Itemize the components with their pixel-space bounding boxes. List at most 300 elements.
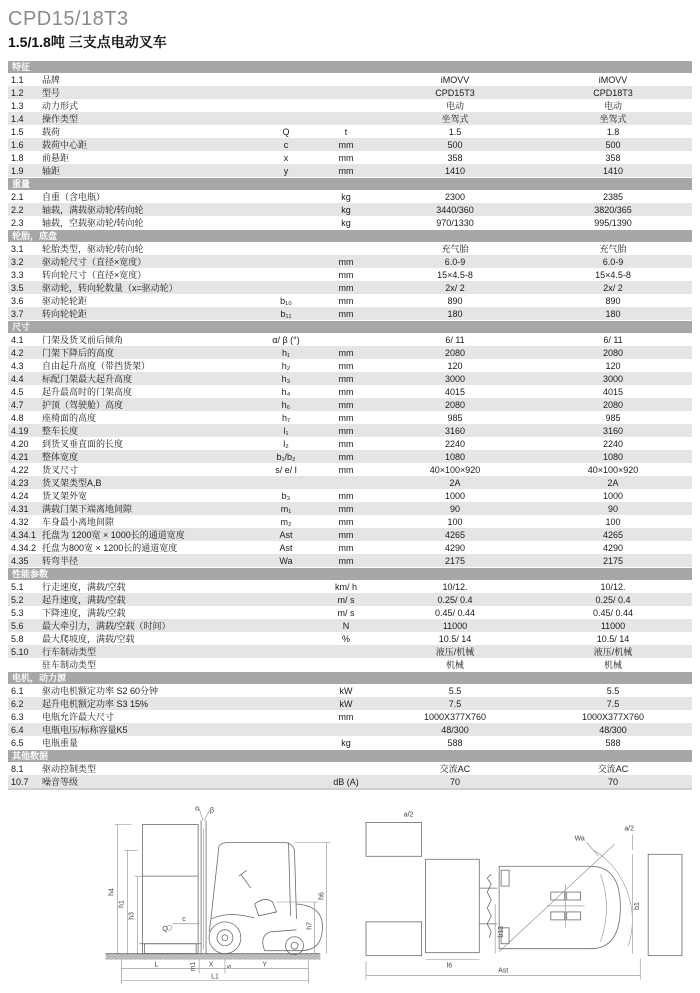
row-symbol: c — [283, 139, 289, 150]
row-unit: kg — [341, 737, 351, 748]
section-header: 性能参数 — [8, 568, 692, 580]
dim-label-h3: h3 — [128, 912, 136, 920]
value-model1: 2A — [449, 477, 461, 488]
value-model1: 358 — [447, 152, 463, 163]
row-label: 驱动控制类型 — [42, 764, 97, 774]
row-unit: mm — [338, 282, 354, 293]
value-model1: 11000 — [442, 620, 468, 631]
table-row — [8, 112, 692, 125]
row-label: 转向轮尺寸（直径×宽度） — [42, 270, 147, 280]
value-model1: 0.45/ 0.44 — [434, 607, 476, 618]
value-model2: 2080 — [602, 347, 624, 358]
value-model2: 995/1390 — [594, 217, 632, 228]
side-view-drawing — [60, 804, 358, 993]
page-title: CPD15/18T3 — [8, 8, 129, 30]
value-model2: 15×4.5-8 — [595, 269, 631, 280]
value-model1: 2300 — [444, 191, 466, 202]
row-number: 1.2 — [11, 87, 24, 98]
row-label: 到货叉垂直面的长度 — [42, 439, 124, 449]
row-label: 护顶（驾驶舱）高度 — [42, 400, 124, 410]
dim-label-Ast: Ast — [498, 967, 509, 975]
row-label: 满载门架下端离地间隙 — [42, 504, 133, 514]
value-model2: 1.8 — [606, 126, 620, 137]
dim-label-b1: b1 — [634, 902, 642, 910]
table-row — [8, 463, 692, 476]
row-number: 4.22 — [11, 464, 29, 475]
table-row — [8, 359, 692, 372]
table-row — [8, 541, 692, 554]
value-model2: 1080 — [602, 451, 624, 462]
table-row — [8, 606, 692, 619]
row-label: 驱动电机额定功率 S2 60分钟 — [42, 686, 159, 696]
value-model1: 588 — [447, 737, 463, 748]
row-label: 托盘为 1200宽 × 1000长的通道宽度 — [42, 530, 185, 540]
table-row — [8, 554, 692, 567]
row-symbol: m₁ — [280, 503, 292, 514]
row-unit: % — [341, 633, 350, 644]
table-row — [8, 515, 692, 528]
value-model1: 坐驾式 — [441, 114, 469, 124]
row-number: 4.1 — [11, 334, 24, 345]
table-row — [8, 528, 692, 541]
row-label: 轴距 — [42, 166, 61, 176]
table-row — [8, 164, 692, 177]
row-label: 电瓶电压/标称容量K5 — [42, 725, 128, 735]
row-label: 托盘为800宽 × 1200长的通道宽度 — [42, 543, 178, 553]
row-number: 4.5 — [11, 386, 24, 397]
row-label: 起升电机额定功率 S3 15% — [42, 699, 149, 709]
row-label: 起升速度，满载/空载 — [42, 595, 126, 605]
value-model1: 1000 — [444, 490, 466, 501]
row-unit: mm — [338, 139, 354, 150]
row-label: 最大牵引力，满载/空载（时间） — [42, 621, 171, 631]
value-model1: 10/12. — [442, 581, 468, 592]
row-unit: mm — [338, 295, 354, 306]
row-unit: mm — [338, 399, 354, 410]
value-model2: 1000 — [602, 490, 624, 501]
table-row — [8, 333, 692, 346]
value-model1: 0.25/ 0.4 — [437, 594, 473, 605]
table-row — [8, 99, 692, 112]
value-model1: 985 — [447, 412, 463, 423]
value-model2: 4015 — [602, 386, 624, 397]
row-number: 2.2 — [11, 204, 24, 215]
value-model1: 2080 — [444, 399, 466, 410]
row-number: 1.1 — [11, 74, 24, 85]
row-unit: m/ s — [337, 594, 355, 605]
row-unit: mm — [338, 386, 354, 397]
table-row — [8, 775, 692, 788]
row-label: 货叉架外宽 — [42, 491, 88, 501]
row-unit: mm — [338, 490, 354, 501]
row-number: 4.31 — [11, 503, 29, 514]
section-header: 重量 — [8, 178, 692, 190]
value-model2: 7.5 — [606, 698, 620, 709]
value-model1: 100 — [447, 516, 463, 527]
row-symbol: h₂ — [281, 360, 291, 371]
value-model2: 交流AC — [597, 764, 629, 774]
row-number: 5.10 — [11, 646, 29, 657]
value-model2: 40×100×920 — [587, 464, 639, 475]
row-unit: mm — [338, 152, 354, 163]
section-header: 尺寸 — [8, 321, 692, 333]
row-number: 4.3 — [11, 360, 24, 371]
forks — [479, 874, 497, 938]
row-number: 4.34.1 — [11, 529, 37, 540]
table-row — [8, 619, 692, 632]
table-row — [8, 242, 692, 255]
row-unit: mm — [338, 256, 354, 267]
value-model1: 充气胎 — [441, 244, 469, 254]
row-label: 起升最高时的门架高度 — [42, 387, 133, 397]
table-row — [8, 593, 692, 606]
row-number: 4.24 — [11, 490, 29, 501]
truck-top-view — [499, 866, 620, 948]
table-row — [8, 203, 692, 216]
wall-right — [648, 854, 682, 955]
dim-label-h1: h1 — [118, 900, 126, 908]
technical-drawings — [8, 804, 692, 993]
ast-dimension — [366, 959, 640, 980]
table-row — [8, 190, 692, 203]
value-model1: 1000X377X760 — [423, 711, 487, 722]
value-model1: 2175 — [444, 555, 466, 566]
dim-label-X: X — [208, 961, 214, 969]
table-row — [8, 632, 692, 645]
dim-label-m1: m1 — [190, 961, 198, 972]
row-number: 4.2 — [11, 347, 24, 358]
row-unit: km/ h — [334, 581, 357, 592]
table-row — [8, 138, 692, 151]
row-label: 载荷中心距 — [42, 140, 88, 150]
row-symbol: Ast — [279, 542, 293, 553]
value-model2: 48/300 — [599, 724, 627, 735]
top-view-drawing — [364, 804, 692, 993]
table-row — [8, 398, 692, 411]
value-model2: 充气胎 — [599, 244, 627, 254]
row-unit: mm — [338, 516, 354, 527]
table-row — [8, 658, 692, 671]
value-model2: 90 — [607, 503, 618, 514]
row-number: 3.6 — [11, 295, 24, 306]
row-label: 动力形式 — [42, 101, 79, 111]
table-row — [8, 294, 692, 307]
row-symbol: s/ e/ l — [275, 464, 297, 475]
row-label: 门架及货叉前后倾角 — [42, 335, 124, 345]
row-unit: mm — [338, 165, 354, 176]
table-row — [8, 216, 692, 229]
value-model1: 90 — [449, 503, 460, 514]
table-row — [8, 372, 692, 385]
row-unit: kg — [341, 217, 351, 228]
value-model1: 40×100×920 — [429, 464, 481, 475]
table-row — [8, 710, 692, 723]
row-symbol: x — [283, 152, 289, 163]
value-model1: 970/1330 — [436, 217, 474, 228]
value-model2: iMOVV — [598, 74, 628, 85]
dim-label-Wa: Wa — [574, 835, 585, 843]
value-model2: 液压/机械 — [593, 647, 633, 657]
section-header: 电机，动力源 — [8, 672, 692, 684]
row-label: 门架下降后的高度 — [42, 348, 115, 358]
row-unit: kg — [341, 191, 351, 202]
table-row — [8, 645, 692, 658]
row-number: 2.1 — [11, 191, 24, 202]
row-symbol: h₁ — [281, 347, 291, 358]
row-unit: mm — [338, 451, 354, 462]
table-row — [8, 86, 692, 99]
row-number: 2.3 — [11, 217, 24, 228]
row-label: 轴载，空载驱动轮/转向轮 — [42, 218, 144, 228]
row-number: 4.7 — [11, 399, 24, 410]
value-model2: 5.5 — [606, 685, 620, 696]
dim-label-h4: h4 — [108, 888, 116, 896]
row-unit: mm — [338, 555, 354, 566]
table-row — [8, 684, 692, 697]
row-number: 4.23 — [11, 477, 29, 488]
row-label: 轮胎类型，驱动轮/转向轮 — [42, 244, 144, 254]
load-envelope — [139, 824, 201, 953]
height-dimensions — [109, 824, 148, 953]
value-model2: 3000 — [602, 373, 624, 384]
row-number: 4.21 — [11, 451, 29, 462]
table-row — [8, 255, 692, 268]
row-number: 6.4 — [11, 724, 24, 735]
row-symbol: Q — [282, 126, 290, 137]
row-unit: kW — [339, 685, 353, 696]
value-model2: 2080 — [602, 399, 624, 410]
row-number: 5.8 — [11, 633, 24, 644]
row-number: 8.1 — [11, 763, 24, 774]
value-model2: 4265 — [602, 529, 624, 540]
value-model1: 4290 — [444, 542, 466, 553]
row-symbol: b₁₁ — [280, 308, 292, 319]
row-number: 3.5 — [11, 282, 24, 293]
row-unit: mm — [338, 542, 354, 553]
row-label: 电瓶允许最大尺寸 — [42, 712, 115, 722]
row-number: 4.32 — [11, 516, 29, 527]
value-model1: 500 — [447, 139, 463, 150]
bottom-dimensions — [122, 960, 309, 984]
row-label: 行走速度，满载/空载 — [42, 582, 126, 592]
row-symbol: y — [283, 165, 289, 176]
row-label: 驱动轮尺寸（直径×宽度） — [42, 257, 147, 267]
row-number: 4.4 — [11, 373, 24, 384]
value-model1: iMOVV — [440, 74, 470, 85]
value-model1: 3000 — [444, 373, 466, 384]
dim-label-L1: L1 — [211, 973, 219, 981]
row-symbol: m₂ — [280, 516, 292, 527]
row-number: 4.34.2 — [11, 542, 37, 553]
value-model1: 48/300 — [441, 724, 469, 735]
value-model1: 3440/360 — [436, 204, 474, 215]
row-unit: dB (A) — [333, 776, 359, 787]
value-model2: 6.0-9 — [602, 256, 624, 267]
value-model2: 588 — [605, 737, 621, 748]
table-row — [8, 723, 692, 736]
row-unit: mm — [338, 503, 354, 514]
row-label: 品牌 — [42, 75, 61, 85]
table-row — [8, 125, 692, 138]
value-model1: 交流AC — [439, 764, 471, 774]
row-unit: mm — [338, 438, 354, 449]
row-label: 电瓶重量 — [42, 738, 79, 748]
value-model1: 机械 — [445, 660, 464, 670]
table-row — [8, 346, 692, 359]
wall-top-left — [366, 823, 422, 857]
row-number: 5.2 — [11, 594, 24, 605]
value-model2: 2x/ 2 — [603, 282, 623, 293]
table-row — [8, 476, 692, 489]
row-number: 3.2 — [11, 256, 24, 267]
row-label: 整体宽度 — [42, 452, 79, 462]
value-model1: 5.5 — [448, 685, 462, 696]
value-model2: 2A — [607, 477, 619, 488]
value-model1: 15×4.5-8 — [437, 269, 473, 280]
right-dimensions — [277, 842, 331, 953]
row-unit: kW — [339, 698, 353, 709]
row-unit: m/ s — [337, 607, 355, 618]
table-row — [8, 411, 692, 424]
row-label: 载荷 — [42, 127, 61, 137]
row-number: 6.2 — [11, 698, 24, 709]
value-model2: 1000X377X760 — [581, 711, 645, 722]
row-label: 转向轮轮距 — [42, 309, 88, 319]
row-symbol: Ast — [279, 529, 293, 540]
value-model1: 4015 — [444, 386, 466, 397]
dim-label-L: L — [154, 961, 159, 969]
row-label: 转弯半径 — [42, 556, 79, 566]
dim-label-h7: h7 — [306, 921, 314, 930]
row-number: 4.8 — [11, 412, 24, 423]
row-number: 4.35 — [11, 555, 29, 566]
value-model2: 985 — [605, 412, 621, 423]
row-label: 驱动轮轮距 — [42, 296, 88, 306]
row-unit: mm — [338, 360, 354, 371]
value-model2: 0.45/ 0.44 — [592, 607, 634, 618]
row-symbol: h₄ — [281, 386, 291, 397]
value-model2: 1410 — [602, 165, 624, 176]
value-model1: 2080 — [444, 347, 466, 358]
row-symbol: l₂ — [283, 438, 289, 449]
page-subtitle: 1.5/1.8吨 三支点电动叉车 — [8, 34, 167, 50]
ground-hatch — [106, 954, 321, 960]
value-model2: 890 — [605, 295, 621, 306]
value-model1: 7.5 — [448, 698, 462, 709]
row-label: 整车长度 — [42, 426, 79, 436]
dim-label-a2-right: a/2 — [624, 825, 635, 833]
value-model1: 液压/机械 — [435, 647, 475, 657]
value-model2: CPD18T3 — [593, 87, 633, 98]
value-model2: 10/12. — [600, 581, 626, 592]
value-model1: 1.5 — [448, 126, 462, 137]
row-number: 1.3 — [11, 100, 24, 111]
row-number: 10.7 — [11, 776, 29, 787]
table-row — [8, 73, 692, 86]
value-model2: 机械 — [603, 660, 622, 670]
value-model1: 电动 — [445, 101, 464, 111]
row-symbol: h₇ — [281, 412, 291, 423]
row-label: 下降速度，满载/空载 — [42, 608, 126, 618]
row-number: 1.4 — [11, 113, 24, 124]
forklift-body — [209, 842, 322, 954]
row-unit: mm — [338, 269, 354, 280]
wall-bottom-left — [366, 922, 422, 956]
value-model2: 3160 — [602, 425, 624, 436]
row-symbol: b₃ — [281, 490, 291, 501]
value-model2: 2240 — [602, 438, 624, 449]
row-unit: mm — [338, 425, 354, 436]
row-unit: kg — [341, 204, 351, 215]
value-model2: 11000 — [600, 620, 626, 631]
dim-label-Q: Q — [162, 925, 168, 933]
value-model2: 坐驾式 — [599, 114, 627, 124]
value-model2: 3820/365 — [594, 204, 632, 215]
dim-label-c: c — [182, 915, 186, 923]
table-row — [8, 437, 692, 450]
value-model1: 2240 — [444, 438, 466, 449]
value-model1: 180 — [447, 308, 463, 319]
row-number: 3.3 — [11, 269, 24, 280]
value-model2: 180 — [605, 308, 621, 319]
value-model1: 6.0-9 — [444, 256, 466, 267]
row-number: 1.6 — [11, 139, 24, 150]
section-header: 其他数据 — [8, 750, 692, 762]
row-symbol: Wa — [279, 555, 293, 566]
table-row — [8, 502, 692, 515]
row-symbol: b₁₀ — [280, 295, 292, 306]
dim-label-b13: b13 — [498, 926, 506, 938]
dim-label-Y: Y — [262, 961, 268, 969]
section-header: 轮胎，底盘 — [8, 230, 692, 242]
row-unit: mm — [338, 412, 354, 423]
value-model1: 10.5/ 14 — [438, 633, 472, 644]
value-model2: 4290 — [602, 542, 624, 553]
spec-table — [8, 61, 692, 790]
row-unit: mm — [338, 711, 354, 722]
row-number: 5.6 — [11, 620, 24, 631]
value-model2: 100 — [605, 516, 621, 527]
row-symbol: h₃ — [281, 373, 291, 384]
row-symbol: l₁ — [283, 425, 289, 436]
value-model2: 6/ 11 — [603, 334, 623, 345]
row-label: 最大爬坡度，满载/空载 — [42, 634, 135, 644]
value-model1: 890 — [447, 295, 463, 306]
row-symbol: b₁/b₂ — [276, 451, 296, 462]
value-model1: CPD15T3 — [435, 87, 475, 98]
table-row — [8, 281, 692, 294]
value-model2: 10.5/ 14 — [596, 633, 630, 644]
row-label: 轴载，满载驱动轮/转向轮 — [42, 205, 144, 215]
value-model1: 2x/ 2 — [445, 282, 465, 293]
steer-wheels — [547, 884, 585, 928]
row-label: 行车制动类型 — [42, 647, 97, 657]
row-unit: mm — [338, 529, 354, 540]
row-label: 驻车制动类型 — [42, 660, 97, 670]
row-label: 驱动轮，转向轮数量（x=驱动轮） — [42, 283, 178, 293]
value-model1: 3160 — [444, 425, 466, 436]
dim-label-alpha: α — [195, 805, 200, 813]
value-model2: 120 — [605, 360, 621, 371]
row-unit: mm — [338, 464, 354, 475]
load-center-dim — [162, 916, 199, 933]
value-model2: 0.25/ 0.4 — [595, 594, 631, 605]
row-number: 6.1 — [11, 685, 24, 696]
row-number: 5.1 — [11, 581, 24, 592]
row-number: 6.3 — [11, 711, 24, 722]
section-header: 特征 — [8, 61, 692, 73]
row-number: 6.5 — [11, 737, 24, 748]
